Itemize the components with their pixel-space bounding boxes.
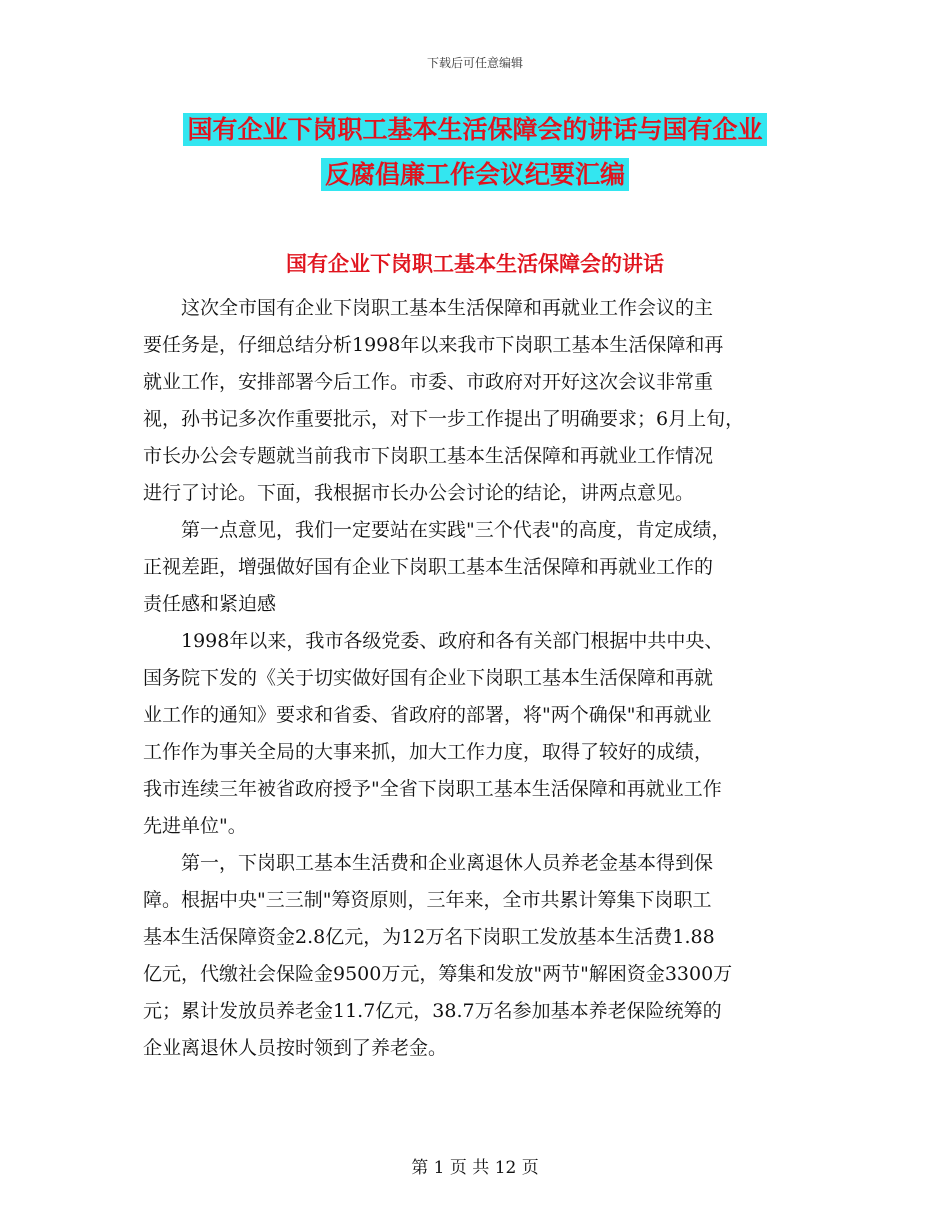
body-text <box>143 290 823 1067</box>
body-line: 工作作为事关全局的大事来抓，加大工作力度，取得了较好的成绩， <box>143 741 714 763</box>
body-line: 第一，下岗职工基本生活费和企业离退休人员养老金基本得到保 <box>143 852 714 874</box>
body-line: 国务院下发的《关于切实做好国有企业下岗职工基本生活保障和再就 <box>143 667 714 689</box>
title-highlight: 国有企业下岗职工基本生活保障会的讲话与国有企业 <box>183 113 766 146</box>
body-line: 我市连续三年被省政府授予"全省下岗职工基本生活保障和再就业工作 <box>143 778 722 800</box>
document-title-line-2 <box>0 155 950 195</box>
body-line: 第一点意见，我们一定要站在实践"三个代表"的高度，肯定成绩， <box>143 519 731 541</box>
body-line: 元；累计发放员养老金11.7亿元，38.7万名参加基本养老保险统筹的 <box>143 1000 722 1022</box>
header-note: 下载后可任意编辑 <box>426 56 523 70</box>
body-line: 进行了讨论。下面，我根据市长办公会讨论的结论，讲两点意见。 <box>143 482 695 504</box>
body-line: 障。根据中央"三三制"筹资原则，三年来，全市共累计筹集下岗职工 <box>143 889 712 911</box>
body-line: 1998年以来，我市各级党委、政府和各有关部门根据中共中央、 <box>143 630 724 652</box>
body-line: 先进单位"。 <box>143 815 247 837</box>
document-title-line-1 <box>0 110 950 150</box>
page-footer: 第 1 页 共 12 页 <box>411 1158 539 1178</box>
body-line: 视，孙书记多次作重要批示，对下一步工作提出了明确要求；6月上旬， <box>143 408 745 430</box>
body-line: 业工作的通知》要求和省委、省政府的部署，将"两个确保"和再就业 <box>143 704 712 726</box>
body-line: 企业离退休人员按时领到了养老金。 <box>143 1037 448 1059</box>
body-line: 亿元，代缴社会保险金9500万元，筹集和发放"两节"解困资金3300万 <box>143 963 733 985</box>
body-line: 责任感和紧迫感 <box>143 593 277 615</box>
body-line: 要任务是，仔细总结分析1998年以来我市下岗职工基本生活保障和再 <box>143 334 724 356</box>
section-title: 国有企业下岗职工基本生活保障会的讲话 <box>286 252 664 276</box>
body-line: 这次全市国有企业下岗职工基本生活保障和再就业工作会议的主 <box>143 297 714 319</box>
title-highlight: 反腐倡廉工作会议纪要汇编 <box>321 158 629 191</box>
body-line: 市长办公会专题就当前我市下岗职工基本生活保障和再就业工作情况 <box>143 445 714 467</box>
body-line: 基本生活保障资金2.8亿元，为12万名下岗职工发放基本生活费1.88 <box>143 926 715 948</box>
body-line: 就业工作，安排部署今后工作。市委、市政府对开好这次会议非常重 <box>143 371 714 393</box>
body-line: 正视差距，增强做好国有企业下岗职工基本生活保障和再就业工作的 <box>143 556 714 578</box>
